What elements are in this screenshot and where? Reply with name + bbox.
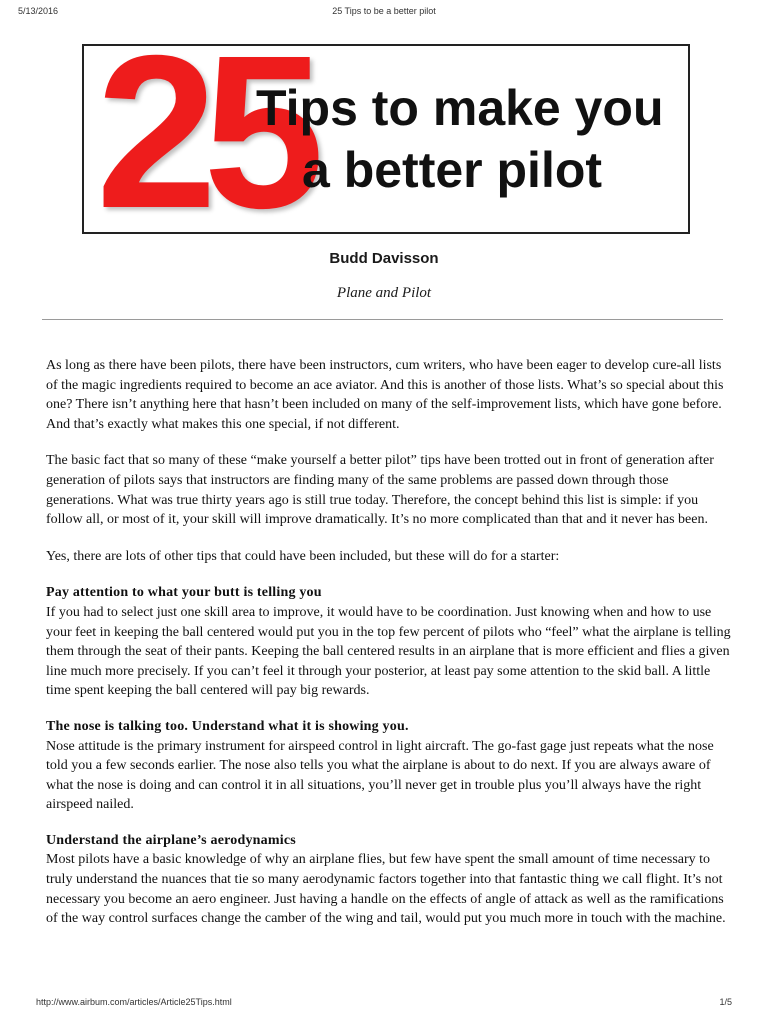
tip-heading: Understand the airplane’s aerodynamics <box>46 832 296 848</box>
intro-paragraph: The basic fact that so many of these “make yourself a better pilot” tips have been trotted out in front of generation after generation of pilots says that instructors are finding many of the same problems are passed down through those generations. What was true thirty years ago is still true today. Therefore, the concept behind this list is simple: if you follow all, or most of it, your skill will improve dramatically. It’s no more complicated than that and it never has been. <box>46 453 714 528</box>
tip-section <box>46 717 736 815</box>
print-footer <box>0 997 768 1011</box>
tip-heading: Pay attention to what your butt is telling you <box>46 585 322 601</box>
print-date: 5/13/2016 <box>18 6 59 16</box>
tip-body: Nose attitude is the primary instrument for airspeed control in light aircraft. The go-fast gage just repeats what the nose told you a few seconds earlier. The nose also tells you what the airplane is about to do next. If you are always aware of what the nose is doing and can control it in all situations, you’ll never get in trouble plus you’ll always have the right airspeed nailed. <box>46 738 714 813</box>
banner-line-1: Tips to make you <box>256 80 664 136</box>
tip-body: If you had to select just one skill area to improve, it would have to be coordination. Just knowing when and how to use your feet in keeping the ball centered would put you in the top few percent of pilots who “feel” what the airplane is telling them through the seat of their pants. Keeping the ball centered results in an airplane that is more efficient and flies a given line much more precisely. If you can’t feel it through your posterior, at least pay some attention to the skid ball. A little time spent keeping the ball centered will pay big rewards. <box>46 604 731 699</box>
tip-heading: The nose is talking too. Understand what it is showing you. <box>46 718 409 734</box>
divider <box>42 319 723 320</box>
print-title: 25 Tips to be a better pilot <box>332 6 436 16</box>
title-banner <box>82 44 690 234</box>
print-header <box>0 6 768 20</box>
banner-number: 25 <box>96 44 311 234</box>
tip-section <box>46 583 736 701</box>
article-body <box>46 356 736 945</box>
page-number: 1/5 <box>719 997 732 1007</box>
intro-paragraph: As long as there have been pilots, there have been instructors, cum writers, who have been eager to develop cure-all lists of the magic ingredients required to become an ace aviator. And this is another of those lists. What’s so special about this one? There isn’t anything here that hasn’t been included on many of the self-improvement lists, which have gone before. And that’s exactly what makes this one special, if not different. <box>46 358 724 432</box>
author-name: Budd Davisson <box>329 250 439 267</box>
tip-section <box>46 831 736 929</box>
banner-line-2: a better pilot <box>302 142 603 198</box>
print-url: http://www.airbum.com/articles/Article25Tips.html <box>36 997 232 1007</box>
publication-name: Plane and Pilot <box>336 285 432 301</box>
tip-body: Most pilots have a basic knowledge of why an airplane flies, but few have spent the small amount of time necessary to truly understand the nuances that tie so many aerodynamic factors together into that fantastic thing we call flight. It’s not necessary you become an aero engineer. Just having a handle on the effects of angle of attack as well as the ramifications of the way control surfaces change the camber of the wing and tail, would put you much more in touch with the machine. <box>46 852 726 927</box>
intro-paragraph: Yes, there are lots of other tips that could have been included, but these will do for a starter: <box>46 548 560 564</box>
